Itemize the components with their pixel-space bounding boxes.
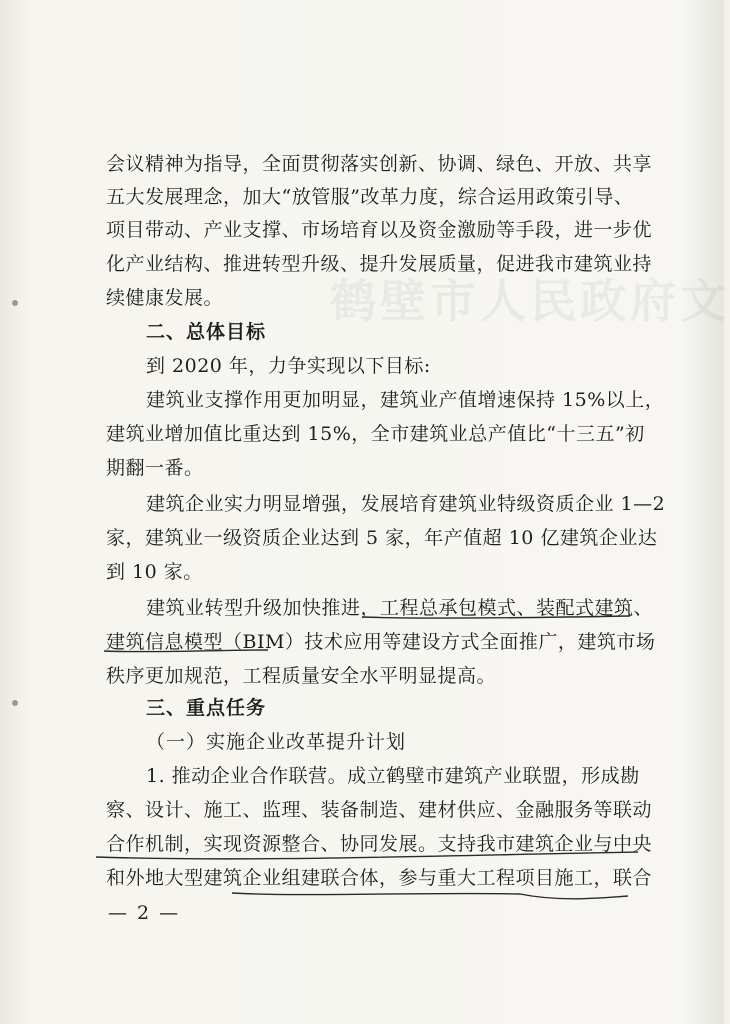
section-heading: 二、总体目标 <box>146 321 267 343</box>
body-line: 期翻一番。 <box>106 457 204 479</box>
body-line: 建筑业支撑作用更加明显，建筑业产值增速保持 15%以上， <box>146 389 665 411</box>
section-heading: 三、重点任务 <box>146 697 267 719</box>
underline-mark <box>362 616 630 618</box>
page-number: — 2 — <box>108 902 181 924</box>
underline-mark <box>104 650 268 652</box>
body-line: 建筑业转型升级加快推进，工程总承包模式、装配式建筑、 <box>146 597 654 619</box>
underline-mark <box>232 893 628 899</box>
body-line: 五大发展理念，加大“放管服”改革力度，综合运用政策引导、 <box>106 186 634 208</box>
body-line: 1. 推动企业合作联营。成立鹤壁市建筑产业联盟，形成勘 <box>146 765 640 787</box>
body-line: 合作机制，实现资源整合、协同发展。支持我市建筑企业与中央 <box>106 833 653 855</box>
underline-mark <box>96 852 638 859</box>
body-line: 建筑业增加值比重达到 15%，全市建筑业总产值比“十三五”初 <box>106 423 645 445</box>
body-line: 到 2020 年，力争实现以下目标: <box>146 355 431 377</box>
body-line: 家，建筑业一级资质企业达到 5 家，年产值超 10 亿建筑企业达 <box>106 527 658 549</box>
bleed-through-watermark: 鹤壁市人民政府文 <box>330 274 730 328</box>
body-line: 和外地大型建筑企业组建联合体，参与重大工程项目施工，联合 <box>106 867 653 889</box>
body-line: 化产业结构、推进转型升级、提升发展质量，促进我市建筑业持 <box>106 253 653 275</box>
body-line: 建筑企业实力明显增强，发展培育建筑业特级资质企业 1—2 <box>146 493 666 515</box>
body-line: 续健康发展。 <box>106 287 224 309</box>
body-line: 项目带动、产业支撑、市场培育以及资金激励等手段，进一步优 <box>106 219 653 241</box>
body-line: 到 10 家。 <box>106 561 203 583</box>
body-line: 会议精神为指导，全面贯彻落实创新、协调、绿色、开放、共享 <box>106 153 653 175</box>
body-line: 建筑信息模型（BIM）技术应用等建设方式全面推广，建筑市场 <box>106 631 656 653</box>
subsection-heading: （一）实施企业改革提升计划 <box>146 731 407 753</box>
body-line: 察、设计、施工、监理、装备制造、建材供应、金融服务等联动 <box>106 799 653 821</box>
body-line: 秩序更加规范，工程质量安全水平明显提高。 <box>106 665 497 687</box>
